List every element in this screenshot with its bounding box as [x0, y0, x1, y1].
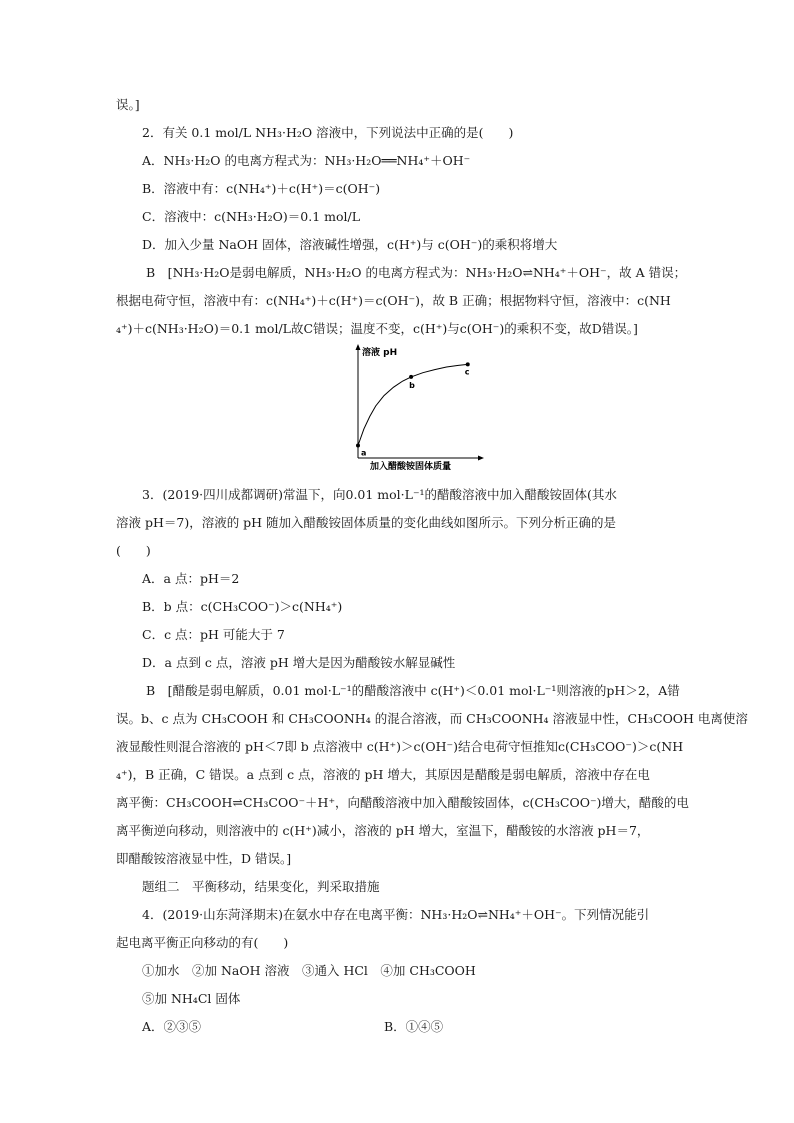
option-b: B．溶液中有：c(NH₄⁺)＋c(H⁺)＝c(OH⁻)	[142, 181, 381, 196]
option-a: A．NH₃·H₂O 的电离方程式为：NH₃·H₂O══NH₄⁺＋OH⁻	[142, 153, 471, 168]
point-label-c: c	[464, 367, 470, 377]
answer-line: 离平衡逆向移动，则溶液中的 c(H⁺)减小，溶液的 pH 增大，室温下，醋酸铵的水溶液 pH＝7，	[116, 823, 650, 838]
question-3: 3．(2019·四川成都调研)常温下，向0.01 mol·L⁻¹的醋酸溶液中加入醋酸铵固体(其水	[142, 487, 617, 502]
ph-curve-chart	[340, 340, 490, 470]
x-axis-label: 加入醋酸铵固体质量	[370, 462, 452, 470]
plot-area	[356, 362, 470, 457]
question-4: 4．(2019·山东菏泽期末)在氨水中存在电离平衡：NH₃·H₂O⇌NH₄⁺＋OH⁻。下列情况能引	[142, 907, 650, 922]
point-label-b: b	[409, 380, 415, 390]
text-line: 溶液 pH＝7)，溶液的 pH 随加入醋酸铵固体质量的变化曲线如图所示。下列分析正确的是	[116, 515, 617, 530]
answer-line: ₄⁺)，B 正确，C 错误。a 点到 c 点，溶液的 pH 增大，其原因是醋酸是弱电解质，溶液中存在电	[116, 767, 650, 782]
option-d: D．加入少量 NaOH 固体，溶液碱性增强，c(H⁺)与 c(OH⁻)的乘积将增大	[142, 237, 558, 252]
question-2: 2．有关 0.1 mol/L NH₃·H₂O 溶液中，下列说法中正确的是( )	[142, 125, 514, 140]
answer-line: B [醋酸是弱电解质，0.01 mol·L⁻¹的醋酸溶液中 c(H⁺)＜0.01 mol·L⁻¹则溶液的pH＞2，A错	[146, 683, 680, 698]
chart-axes	[356, 344, 485, 461]
text-line: ( )	[116, 543, 151, 558]
answer-line: 即醋酸铵溶液显中性，D 错误。]	[116, 851, 292, 866]
point-label-a: a	[361, 448, 367, 458]
text-line: 起电离平衡正向移动的有( )	[116, 935, 289, 950]
answer-line: 误。b、c 点为 CH₃COOH 和 CH₃COONH₄ 的混合溶液，而 CH₃COONH₄ 溶液显中性，CH₃COOH 电离使溶	[116, 711, 748, 726]
option-c: C．溶液中：c(NH₃·H₂O)＝0.1 mol/L	[142, 209, 361, 224]
point-c	[466, 362, 470, 366]
option-c: C．c 点：pH 可能大于 7	[142, 627, 285, 642]
answer-line: 根据电荷守恒，溶液中有：c(NH₄⁺)＋c(H⁺)＝c(OH⁻)，故 B 正确；根据物料守恒，溶液中：c(NH	[116, 293, 671, 308]
answer-line: 离平衡：CH₃COOH⇌CH₃COO⁻＋H⁺，向醋酸溶液中加入醋酸铵固体，c(CH₃COO⁻)增大，醋酸的电	[116, 795, 689, 810]
option-a: A．a 点：pH＝2	[142, 571, 240, 586]
section-heading: 题组二 平衡移动，结果变化，判采取措施	[142, 879, 380, 894]
option-list: ⑤加 NH₄Cl 固体	[142, 991, 241, 1006]
answer-line: B [NH₃·H₂O是弱电解质，NH₃·H₂O 的电离方程式为：NH₃·H₂O⇌NH₄⁺＋OH⁻，故 A 错误；	[146, 265, 687, 280]
option-b: B．①④⑤	[384, 1019, 444, 1034]
point-a	[356, 444, 360, 448]
text-line: 误。]	[116, 97, 140, 112]
option-a: A．②③⑤	[142, 1019, 202, 1034]
option-d: D．a 点到 c 点，溶液 pH 增大是因为醋酸铵水解显碱性	[142, 655, 456, 670]
answer-line: ₄⁺)＋c(NH₃·H₂O)＝0.1 mol/L故C错误；温度不变，c(H⁺)与c(OH⁻)的乘积不变，故D错误。]	[116, 321, 638, 336]
answer-line: 液显酸性则混合溶液的 pH＜7即 b 点溶液中 c(H⁺)＞c(OH⁻)结合电荷守恒推知c(CH₃COO⁻)＞c(NH	[116, 739, 684, 754]
point-b	[409, 375, 413, 379]
option-list: ①加水 ②加 NaOH 溶液 ③通入 HCl ④加 CH₃COOH	[142, 963, 476, 978]
y-axis-label: 溶液 pH	[362, 348, 398, 358]
option-b: B．b 点：c(CH₃COO⁻)＞c(NH₄⁺)	[142, 599, 343, 614]
